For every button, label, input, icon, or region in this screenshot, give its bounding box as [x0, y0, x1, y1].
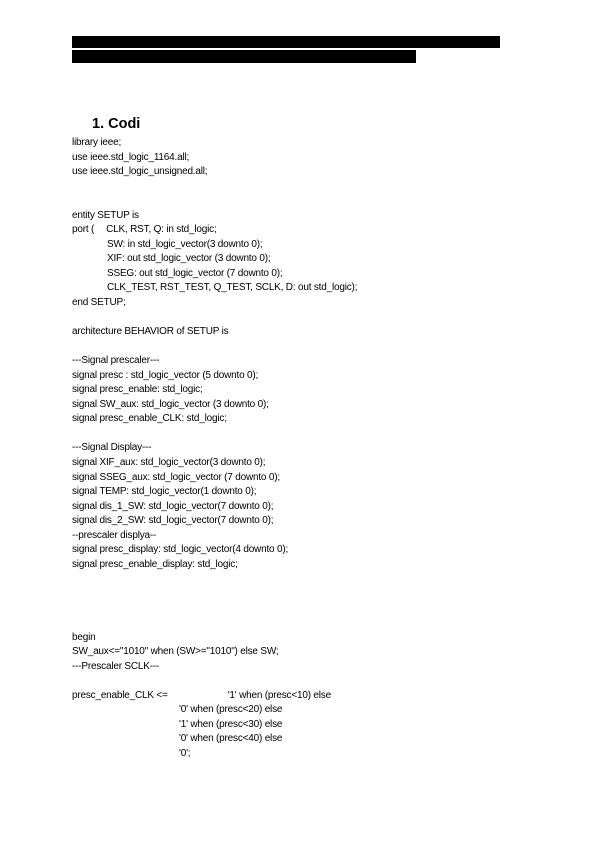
code-line: '0' when (presc<20) else: [179, 704, 283, 716]
code-block: [72, 136, 357, 762]
code-text: port (: [72, 224, 95, 236]
code-line: end SETUP;: [72, 297, 126, 309]
code-text: '1' when (presc<10) else: [227, 689, 331, 701]
code-line: entity SETUP is: [72, 209, 139, 221]
code-line: architecture BEHAVIOR of SETUP is: [72, 326, 229, 338]
code-line: begin: [72, 631, 96, 643]
code-line: SSEG: out std_logic_vector (7 downto 0);: [107, 267, 283, 279]
code-line: ---Signal Display---: [72, 442, 152, 454]
code-line: use ieee.std_logic_unsigned.all;: [72, 166, 208, 178]
code-line: SW: in std_logic_vector(3 downto 0);: [107, 238, 263, 250]
code-line: signal SSEG_aux: std_logic_vector (7 downto 0);: [72, 471, 280, 483]
code-line: XIF: out std_logic_vector (3 downto 0);: [107, 253, 271, 265]
code-text: presc_enable_CLK <=: [72, 689, 168, 701]
code-line: signal presc_display: std_logic_vector(4 downto 0);: [72, 544, 289, 556]
redaction-bar: [72, 36, 500, 48]
code-line: [72, 689, 357, 704]
code-line: signal presc_enable: std_logic;: [72, 384, 203, 396]
section-heading: 1. Codi: [92, 116, 141, 132]
code-line: signal XIF_aux: std_logic_vector(3 downto 0);: [72, 457, 266, 469]
code-line: signal SW_aux: std_logic_vector (3 downto 0);: [72, 398, 269, 410]
code-line: signal presc_enable_CLK: std_logic;: [72, 413, 227, 425]
code-line: ---Signal prescaler---: [72, 355, 160, 367]
code-line: '1' when (presc<30) else: [179, 718, 283, 730]
redaction-bar: [72, 50, 416, 63]
code-line: library ieee;: [72, 137, 122, 148]
code-line: use ieee.std_logic_1164.all;: [72, 151, 190, 163]
code-line: [72, 223, 357, 238]
code-line: ---Prescaler SCLK---: [72, 660, 160, 672]
code-line: '0' when (presc<40) else: [179, 733, 283, 745]
code-line: signal dis_2_SW: std_logic_vector(7 downto 0);: [72, 515, 274, 527]
code-line: SW_aux<="1010" when (SW>="1010") else SW;: [72, 646, 279, 658]
code-line: '0';: [179, 747, 191, 759]
code-line: signal dis_1_SW: std_logic_vector(7 downto 0);: [72, 500, 274, 512]
code-line: CLK_TEST, RST_TEST, Q_TEST, SCLK, D: out std_logic);: [107, 282, 358, 294]
code-line: signal presc_enable_display: std_logic;: [72, 558, 238, 570]
code-line: --prescaler displya--: [72, 529, 157, 541]
code-text: CLK, RST, Q: in std_logic;: [106, 224, 217, 236]
code-line: signal presc : std_logic_vector (5 downto 0);: [72, 369, 259, 381]
code-line: signal TEMP: std_logic_vector(1 downto 0);: [72, 486, 257, 498]
